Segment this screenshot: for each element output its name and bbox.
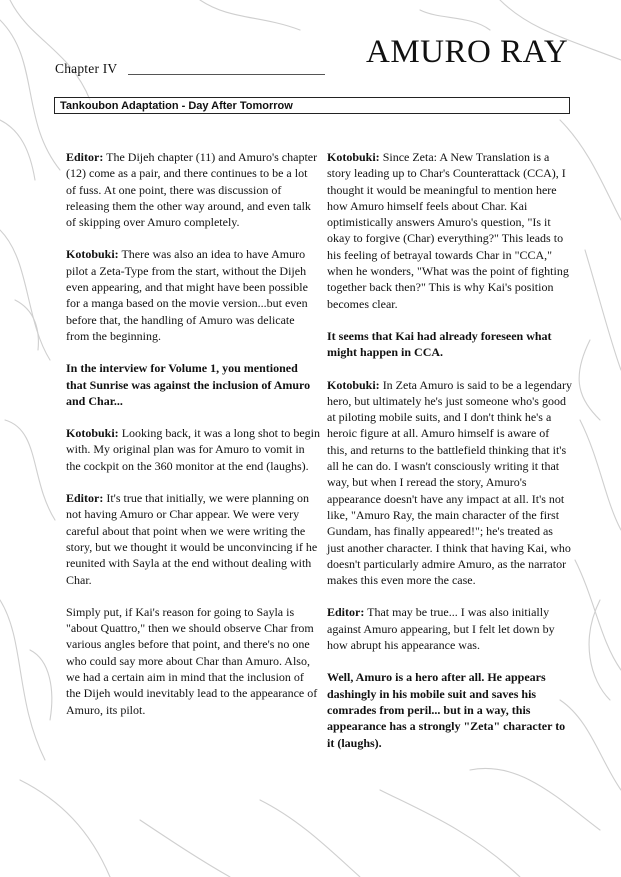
interviewer-question: Well, Amuro is a hero after all. He appears dashingly in his mobile suit and saves his comrades from peril... but in a way, this appearance has a strongly "Zeta" character to it (laughs). [327, 670, 566, 750]
paragraph [66, 149, 320, 230]
paragraph-text: It's true that initially, we were planning on not having Amuro or Char appear. We were very careful about that point when we were writing the story, but we thought it would be unconvincing if he reunited with Sayla at the end without dealing with Char. [66, 491, 318, 587]
paragraph [327, 377, 572, 589]
paragraph-text: Simply put, if Kai's reason for going to Sayla is "about Quattro," then we should observe Char from various angles before that point, and there's no one who could say more about Char than Amuro. Also, we had a certain aim in mind that the inclusion of the Dijeh would inevitably lead to the appearance of Amuro, its pilot. [66, 604, 318, 717]
left-column [66, 149, 320, 734]
section-banner: Tankoubon Adaptation - Day After Tomorrow [54, 97, 570, 114]
speaker-label: Kotobuki: [327, 377, 380, 392]
page-title: AMURO RAY [366, 34, 569, 70]
paragraph [66, 604, 320, 718]
paragraph-text: Looking back, it was a long shot to begin with. My original plan was for Amuro to vomit in the cockpit on the 360 monitor at the end (laughs). [66, 426, 320, 473]
chapter-label: Chapter IV [55, 61, 118, 76]
paragraph-text: In Zeta Amuro is said to be a legendary hero, but ultimately he's just someone who's good at piloting mobile suits, and I don't think he's a heroic figure at all. Amuro himself is aware of this, and returns to the battlefield thinking that it's all he can do. I wasn't consciously writing it that way, but when I reread the story, Amuro's appearance doesn't have any impact at all. It's not like, "Amuro Ray, the main character of the first Gundam, has finally appeared!"; he's treated as just another character. I think that having Kai, who doesn't particularly admire Amuro, as the narrator makes this even more the case. [327, 377, 572, 588]
speaker-label: Editor: [66, 150, 104, 164]
speaker-label: Kotobuki: [66, 426, 119, 441]
paragraph-text: That may be true... I was also initially against Amuro appearing, but I felt let down by how abrupt his appearance was. [327, 605, 555, 653]
paragraph [66, 246, 320, 344]
speaker-label: Editor: [66, 491, 104, 506]
paragraph [327, 149, 572, 312]
interviewer-question: It seems that Kai had already foreseen what might happen in CCA. [327, 328, 552, 360]
interviewer-question: In the interview for Volume 1, you mentioned that Sunrise was against the inclusion of Amuro and Char... [66, 361, 311, 408]
right-column [327, 149, 572, 767]
chapter-rule [128, 74, 325, 75]
paragraph-text: Since Zeta: A New Translation is a story leading up to Char's Counterattack (CCA), I thought it would be meaningful to mention here how Amuro himself feels about Char. Kai optimistically answers Amuro's question, "Is it okay to forgive (Char) everything?" This leads to his feeling of betrayal towards Char in "CCA," when he wonders, "What was the point of fighting together back then?" This is why Kai's position becomes clear. [327, 150, 569, 311]
paragraph-text: There was also an idea to have Amuro pilot a Zeta-Type from the start, without the Dijeh even appearing, and that might have been possible for a manga based on the movie version...but even before that, the handling of Amuro was delicate from the beginning. [66, 247, 308, 343]
paragraph [327, 604, 572, 653]
paragraph-text: The Dijeh chapter (11) and Amuro's chapter (12) come as a pair, and there continues to be a lot of fuss. At one point, there was discussion of releasing them the other way around, and even talk of skipping over Amuro completely. [66, 150, 318, 230]
speaker-label: Kotobuki: [327, 150, 380, 164]
speaker-label: Editor: [327, 605, 365, 620]
speaker-label: Kotobuki: [66, 247, 119, 262]
paragraph [66, 490, 320, 588]
paragraph [66, 425, 320, 474]
